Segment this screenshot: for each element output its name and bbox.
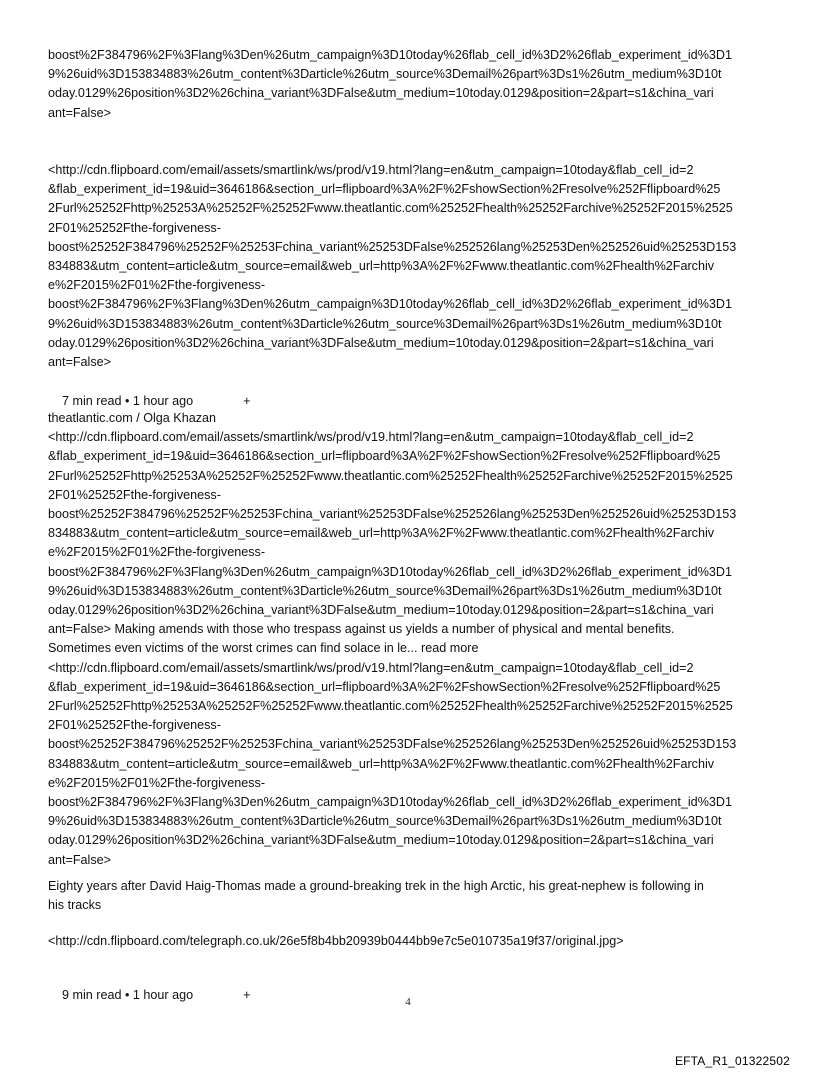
article-entry-atlantic[interactable]: theatlantic.com / Olga Khazan <http://cdn.flipboard.com/email/assets/smartlink/ws/prod/v19.html?lang=en&utm_campaign=10today&flab_cell_id=2 &flab_experiment_id=19&uid=3646186&section_url=flipboard%3A%2F%2FshowSection%2Fresolve%252Fflipboard%25 2Furl%25252Fhttp%25253A%25252F%25252Fwww.theatlantic.com%25252Fhealth%25252Farchive%25252F2015%2525 2F01%25252Fthe-forgiveness- boost%25252F384796%25252F%25253Fchina_variant%25253DFalse%252526lang%25253Den%252526uid%25253D153 834883&utm_content=article&utm_source=email&web_url=http%3A%2F%2Fwww.theatlantic.com%2Fhealth%2Farchiv e%2F2015%2F01%2Fthe-forgiveness- boost%2F384796%2F%3Flang%3Den%26utm_campaign%3D10today%26flab_cell_id%3D2%26flab_experiment_id%3D1 9%26uid%3D153834883%26utm_content%3Darticle%26utm_source%3Demail%26part%3Ds1%26utm_medium%3D10t oday.0129%26position%3D2%26china_variant%3DFalse&utm_medium=10today.0129&position=2&part=s1&china_vari ant=False> Making amends with those who trespass against us yields a number of physical and mental benefits. Sometimes even victims of the worst crimes can find solace in le... read more <http://cdn.flipboard.com/email/assets/smartlink/ws/prod/v19.html?lang=en&utm_campaign=10today&flab_cell_id=2 &flab_experiment_id=19&uid=3646186&section_url=flipboard%3A%2F%2FshowSection%2Fresolve%252Fflipboard%25 2Furl%25252Fhttp%25253A%25252F%25252Fwww.theatlantic.com%25252Fhealth%25252Farchive%25252F2015%2525 2F01%25252Fthe-forgiveness- boost%25252F384796%25252F%25253Fchina_variant%25253DFalse%252526lang%25253Den%252526uid%25253D153 834883&utm_content=article&utm_source=email&web_url=http%3A%2F%2Fwww.theatlantic.com%2Fhealth%2Farchiv e%2F2015%2F01%2Fthe-forgiveness- boost%2F384796%2F%3Flang%3Den%26utm_campaign%3D10today%26flab_cell_id%3D2%26flab_experiment_id%3D1 9%26uid%3D153834883%26utm_content%3Darticle%26utm_source%3Demail%26part%3Ds1%26utm_medium%3D10t oday.0129%26position%3D2%26china_variant%3DFalse&utm_medium=10today.0129&position=2&part=s1&china_vari ant=False> <box>48 411 737 867</box>
document-id: EFTA_R1_01322502 <box>674 1054 790 1068</box>
url-continuation-block: boost%2F384796%2F%3Flang%3Den%26utm_campaign%3D10today%26flab_cell_id%3D2%26flab_experiment_id%3D1 9%26uid%3D153834883%26utm_content%3Darticle%26utm_source%3Demail%26part%3Ds1%26utm_medium%3D10t oday.0129%26position%3D2%26china_variant%3DFalse&utm_medium=10today.0129&position=2&part=s1&china_vari ant=False> <box>48 48 732 120</box>
add-plus-icon[interactable]: + <box>243 988 251 1003</box>
read-time-text: 7 min read • 1 hour ago <box>62 394 194 409</box>
read-time-text: 9 min read • 1 hour ago <box>62 988 194 1003</box>
article-summary-arctic: Eighty years after David Haig-Thomas made a ground-breaking trek in the high Arctic, his great-nephew is following in his tracks <box>48 879 704 913</box>
page-number: 4 <box>405 996 411 1008</box>
add-plus-icon[interactable]: + <box>243 394 251 409</box>
flipboard-link-block[interactable]: <http://cdn.flipboard.com/email/assets/smartlink/ws/prod/v19.html?lang=en&utm_campaign=10today&flab_cell_id=2 &flab_experiment_id=19&uid=3646186&section_url=flipboard%3A%2F%2FshowSection%2Fresolve%252Fflipboard%25 2Furl%25252Fhttp%25253A%25252F%25252Fwww.theatlantic.com%25252Fhealth%25252Farchive%25252F2015%2525 2F01%25252Fthe-forgiveness- boost%25252F384796%25252F%25253Fchina_variant%25253DFalse%252526lang%25253Den%252526uid%25253D153 834883&utm_content=article&utm_source=email&web_url=http%3A%2F%2Fwww.theatlantic.com%2Fhealth%2Farchiv e%2F2015%2F01%2Fthe-forgiveness- boost%2F384796%2F%3Flang%3Den%26utm_campaign%3D10today%26flab_cell_id%3D2%26flab_experiment_id%3D1 9%26uid%3D153834883%26utm_content%3Darticle%26utm_source%3Demail%26part%3Ds1%26utm_medium%3D10t oday.0129%26position%3D2%26china_variant%3DFalse&utm_medium=10today.0129&position=2&part=s1&china_vari ant=False> <box>48 163 737 370</box>
image-link[interactable]: <http://cdn.flipboard.com/telegraph.co.uk/26e5f8b4bb20939b0444bb9e7c5e010735a19f37/original.jpg> <box>48 934 624 948</box>
